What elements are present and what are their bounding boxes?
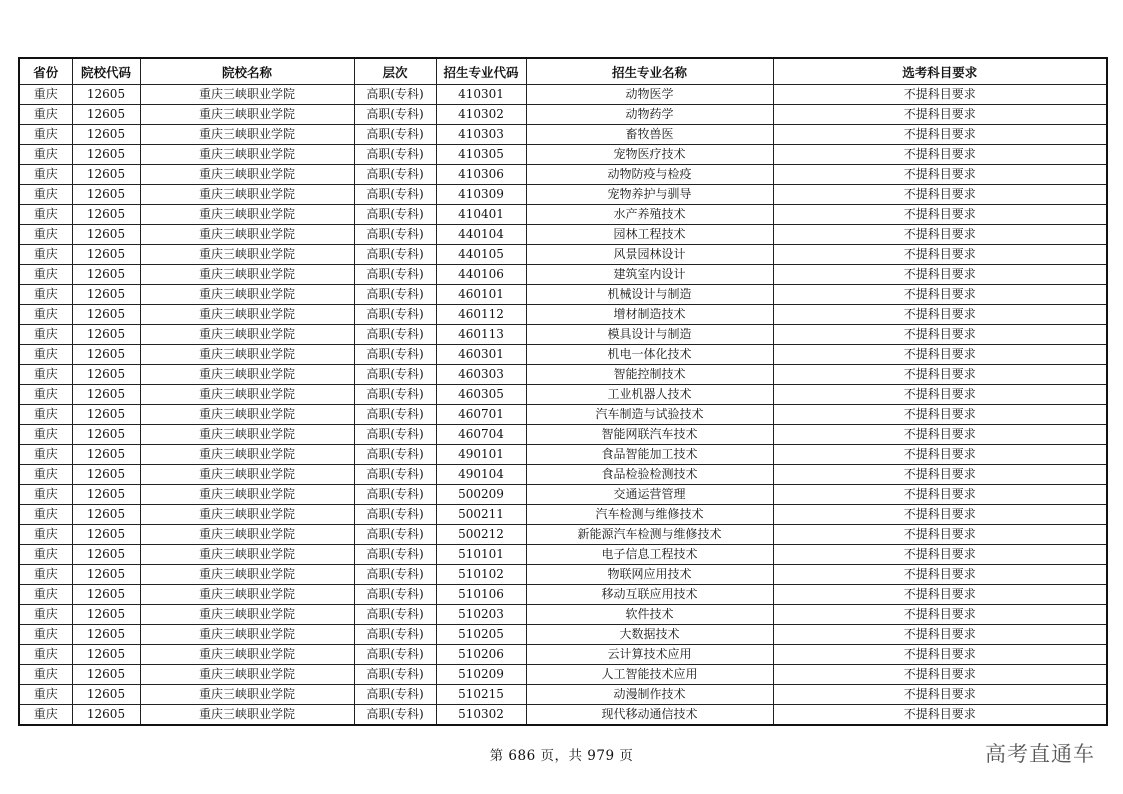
cell-subject-requirement: 不提科目要求 (773, 565, 1107, 585)
cell-school-code: 12605 (72, 285, 140, 305)
table-row (19, 345, 1107, 365)
cell-major-name: 汽车检测与维修技术 (526, 505, 773, 525)
cell-province: 重庆 (19, 185, 72, 205)
cell-level: 高职(专科) (354, 185, 436, 205)
cell-school-code: 12605 (72, 505, 140, 525)
cell-major-name: 智能网联汽车技术 (526, 425, 773, 445)
header-school-code: 院校代码 (72, 58, 140, 85)
cell-subject-requirement: 不提科目要求 (773, 665, 1107, 685)
cell-level: 高职(专科) (354, 505, 436, 525)
cell-subject-requirement: 不提科目要求 (773, 325, 1107, 345)
cell-school-name: 重庆三峡职业学院 (140, 425, 354, 445)
cell-level: 高职(专科) (354, 705, 436, 726)
cell-major-name: 机械设计与制造 (526, 285, 773, 305)
cell-level: 高职(专科) (354, 645, 436, 665)
admissions-table-container (18, 57, 1106, 726)
cell-school-code: 12605 (72, 445, 140, 465)
cell-subject-requirement: 不提科目要求 (773, 645, 1107, 665)
cell-province: 重庆 (19, 665, 72, 685)
cell-school-code: 12605 (72, 605, 140, 625)
cell-school-name: 重庆三峡职业学院 (140, 645, 354, 665)
cell-province: 重庆 (19, 205, 72, 225)
table-body (19, 85, 1107, 726)
cell-school-name: 重庆三峡职业学院 (140, 285, 354, 305)
cell-major-code: 500211 (436, 505, 526, 525)
cell-subject-requirement: 不提科目要求 (773, 365, 1107, 385)
cell-major-name: 食品检验检测技术 (526, 465, 773, 485)
cell-major-code: 460113 (436, 325, 526, 345)
cell-major-code: 410303 (436, 125, 526, 145)
cell-subject-requirement: 不提科目要求 (773, 405, 1107, 425)
cell-school-code: 12605 (72, 125, 140, 145)
cell-school-name: 重庆三峡职业学院 (140, 565, 354, 585)
cell-school-code: 12605 (72, 545, 140, 565)
cell-subject-requirement: 不提科目要求 (773, 345, 1107, 365)
cell-subject-requirement: 不提科目要求 (773, 265, 1107, 285)
cell-school-name: 重庆三峡职业学院 (140, 205, 354, 225)
cell-level: 高职(专科) (354, 465, 436, 485)
cell-subject-requirement: 不提科目要求 (773, 545, 1107, 565)
table-header (19, 58, 1107, 85)
cell-level: 高职(专科) (354, 265, 436, 285)
cell-major-code: 460305 (436, 385, 526, 405)
cell-school-code: 12605 (72, 525, 140, 545)
cell-major-code: 410301 (436, 85, 526, 105)
cell-major-code: 410401 (436, 205, 526, 225)
cell-major-code: 460301 (436, 345, 526, 365)
cell-level: 高职(专科) (354, 525, 436, 545)
cell-subject-requirement: 不提科目要求 (773, 445, 1107, 465)
cell-school-code: 12605 (72, 425, 140, 445)
cell-subject-requirement: 不提科目要求 (773, 525, 1107, 545)
cell-level: 高职(专科) (354, 165, 436, 185)
cell-major-code: 510203 (436, 605, 526, 625)
cell-level: 高职(专科) (354, 585, 436, 605)
cell-subject-requirement: 不提科目要求 (773, 465, 1107, 485)
header-row (19, 58, 1107, 85)
table-row (19, 245, 1107, 265)
cell-major-name: 风景园林设计 (526, 245, 773, 265)
cell-school-name: 重庆三峡职业学院 (140, 625, 354, 645)
cell-subject-requirement: 不提科目要求 (773, 585, 1107, 605)
cell-major-name: 现代移动通信技术 (526, 705, 773, 726)
cell-level: 高职(专科) (354, 625, 436, 645)
cell-province: 重庆 (19, 565, 72, 585)
table-row (19, 705, 1107, 726)
cell-province: 重庆 (19, 645, 72, 665)
cell-school-name: 重庆三峡职业学院 (140, 545, 354, 565)
cell-level: 高职(专科) (354, 85, 436, 105)
cell-school-name: 重庆三峡职业学院 (140, 465, 354, 485)
table-row (19, 605, 1107, 625)
table-row (19, 205, 1107, 225)
cell-school-name: 重庆三峡职业学院 (140, 605, 354, 625)
cell-subject-requirement: 不提科目要求 (773, 505, 1107, 525)
cell-school-code: 12605 (72, 165, 140, 185)
cell-level: 高职(专科) (354, 605, 436, 625)
cell-subject-requirement: 不提科目要求 (773, 485, 1107, 505)
cell-major-name: 云计算技术应用 (526, 645, 773, 665)
cell-province: 重庆 (19, 425, 72, 445)
cell-province: 重庆 (19, 545, 72, 565)
cell-school-name: 重庆三峡职业学院 (140, 705, 354, 726)
cell-school-code: 12605 (72, 265, 140, 285)
cell-major-name: 智能控制技术 (526, 365, 773, 385)
cell-major-name: 动物药学 (526, 105, 773, 125)
header-major-name: 招生专业名称 (526, 58, 773, 85)
cell-major-code: 510209 (436, 665, 526, 685)
cell-major-code: 440105 (436, 245, 526, 265)
cell-major-name: 软件技术 (526, 605, 773, 625)
cell-province: 重庆 (19, 625, 72, 645)
cell-school-code: 12605 (72, 365, 140, 385)
cell-school-code: 12605 (72, 325, 140, 345)
cell-school-name: 重庆三峡职业学院 (140, 665, 354, 685)
cell-level: 高职(专科) (354, 485, 436, 505)
table-row (19, 185, 1107, 205)
cell-province: 重庆 (19, 525, 72, 545)
table-row (19, 585, 1107, 605)
table-row (19, 525, 1107, 545)
cell-major-code: 500209 (436, 485, 526, 505)
cell-subject-requirement: 不提科目要求 (773, 305, 1107, 325)
cell-major-name: 人工智能技术应用 (526, 665, 773, 685)
cell-subject-requirement: 不提科目要求 (773, 385, 1107, 405)
cell-province: 重庆 (19, 445, 72, 465)
table-row (19, 485, 1107, 505)
cell-level: 高职(专科) (354, 125, 436, 145)
table-row (19, 425, 1107, 445)
cell-school-name: 重庆三峡职业学院 (140, 405, 354, 425)
cell-major-name: 大数据技术 (526, 625, 773, 645)
cell-major-name: 动物医学 (526, 85, 773, 105)
table-row (19, 545, 1107, 565)
cell-school-name: 重庆三峡职业学院 (140, 305, 354, 325)
cell-major-name: 动漫制作技术 (526, 685, 773, 705)
cell-major-code: 510102 (436, 565, 526, 585)
cell-subject-requirement: 不提科目要求 (773, 245, 1107, 265)
cell-province: 重庆 (19, 505, 72, 525)
cell-subject-requirement: 不提科目要求 (773, 425, 1107, 445)
cell-major-code: 410302 (436, 105, 526, 125)
cell-subject-requirement: 不提科目要求 (773, 145, 1107, 165)
cell-school-code: 12605 (72, 225, 140, 245)
cell-level: 高职(专科) (354, 105, 436, 125)
cell-major-name: 汽车制造与试验技术 (526, 405, 773, 425)
cell-major-name: 食品智能加工技术 (526, 445, 773, 465)
cell-school-name: 重庆三峡职业学院 (140, 345, 354, 365)
cell-province: 重庆 (19, 245, 72, 265)
cell-school-name: 重庆三峡职业学院 (140, 505, 354, 525)
cell-province: 重庆 (19, 465, 72, 485)
cell-level: 高职(专科) (354, 565, 436, 585)
cell-major-name: 畜牧兽医 (526, 125, 773, 145)
cell-level: 高职(专科) (354, 445, 436, 465)
page-number: 第 686 页，共 979 页 (489, 748, 634, 764)
table-row (19, 165, 1107, 185)
cell-province: 重庆 (19, 605, 72, 625)
cell-level: 高职(专科) (354, 225, 436, 245)
cell-school-code: 12605 (72, 85, 140, 105)
cell-level: 高职(专科) (354, 325, 436, 345)
cell-major-name: 新能源汽车检测与维修技术 (526, 525, 773, 545)
cell-school-code: 12605 (72, 105, 140, 125)
cell-subject-requirement: 不提科目要求 (773, 685, 1107, 705)
cell-province: 重庆 (19, 285, 72, 305)
cell-school-name: 重庆三峡职业学院 (140, 445, 354, 465)
cell-province: 重庆 (19, 85, 72, 105)
cell-major-code: 460303 (436, 365, 526, 385)
cell-major-name: 交通运营管理 (526, 485, 773, 505)
cell-major-code: 510205 (436, 625, 526, 645)
cell-school-code: 12605 (72, 465, 140, 485)
table-row (19, 365, 1107, 385)
cell-level: 高职(专科) (354, 365, 436, 385)
header-subject-requirement: 选考科目要求 (773, 58, 1107, 85)
table-row (19, 225, 1107, 245)
cell-level: 高职(专科) (354, 205, 436, 225)
admissions-table (18, 57, 1108, 726)
cell-school-code: 12605 (72, 145, 140, 165)
cell-school-name: 重庆三峡职业学院 (140, 485, 354, 505)
cell-school-code: 12605 (72, 625, 140, 645)
cell-level: 高职(专科) (354, 685, 436, 705)
table-row (19, 145, 1107, 165)
cell-province: 重庆 (19, 165, 72, 185)
cell-level: 高职(专科) (354, 245, 436, 265)
cell-school-name: 重庆三峡职业学院 (140, 225, 354, 245)
cell-subject-requirement: 不提科目要求 (773, 125, 1107, 145)
cell-subject-requirement: 不提科目要求 (773, 85, 1107, 105)
cell-level: 高职(专科) (354, 285, 436, 305)
cell-level: 高职(专科) (354, 665, 436, 685)
cell-major-name: 物联网应用技术 (526, 565, 773, 585)
table-row (19, 125, 1107, 145)
cell-province: 重庆 (19, 585, 72, 605)
cell-major-code: 490101 (436, 445, 526, 465)
cell-level: 高职(专科) (354, 145, 436, 165)
cell-subject-requirement: 不提科目要求 (773, 705, 1107, 726)
table-row (19, 445, 1107, 465)
cell-major-name: 动物防疫与检疫 (526, 165, 773, 185)
cell-school-code: 12605 (72, 205, 140, 225)
cell-major-code: 510215 (436, 685, 526, 705)
cell-school-name: 重庆三峡职业学院 (140, 125, 354, 145)
cell-province: 重庆 (19, 405, 72, 425)
cell-major-code: 460701 (436, 405, 526, 425)
cell-school-name: 重庆三峡职业学院 (140, 185, 354, 205)
cell-level: 高职(专科) (354, 345, 436, 365)
cell-school-code: 12605 (72, 585, 140, 605)
header-major-code: 招生专业代码 (436, 58, 526, 85)
cell-major-code: 440106 (436, 265, 526, 285)
cell-major-code: 460112 (436, 305, 526, 325)
cell-school-name: 重庆三峡职业学院 (140, 165, 354, 185)
cell-school-code: 12605 (72, 305, 140, 325)
table-row (19, 465, 1107, 485)
cell-school-code: 12605 (72, 185, 140, 205)
cell-province: 重庆 (19, 685, 72, 705)
cell-major-name: 园林工程技术 (526, 225, 773, 245)
cell-major-code: 510302 (436, 705, 526, 726)
cell-subject-requirement: 不提科目要求 (773, 225, 1107, 245)
cell-major-code: 510106 (436, 585, 526, 605)
cell-major-code: 460704 (436, 425, 526, 445)
cell-major-code: 510101 (436, 545, 526, 565)
cell-province: 重庆 (19, 345, 72, 365)
cell-province: 重庆 (19, 305, 72, 325)
cell-school-code: 12605 (72, 405, 140, 425)
cell-major-code: 410305 (436, 145, 526, 165)
table-row (19, 685, 1107, 705)
header-province: 省份 (19, 58, 72, 85)
table-row (19, 105, 1107, 125)
cell-major-code: 460101 (436, 285, 526, 305)
cell-major-name: 建筑室内设计 (526, 265, 773, 285)
cell-school-code: 12605 (72, 385, 140, 405)
cell-major-name: 电子信息工程技术 (526, 545, 773, 565)
header-level: 层次 (354, 58, 436, 85)
cell-school-name: 重庆三峡职业学院 (140, 585, 354, 605)
cell-subject-requirement: 不提科目要求 (773, 105, 1107, 125)
cell-school-name: 重庆三峡职业学院 (140, 245, 354, 265)
cell-subject-requirement: 不提科目要求 (773, 165, 1107, 185)
cell-major-name: 机电一体化技术 (526, 345, 773, 365)
cell-school-code: 12605 (72, 645, 140, 665)
cell-school-code: 12605 (72, 665, 140, 685)
cell-school-name: 重庆三峡职业学院 (140, 685, 354, 705)
table-row (19, 665, 1107, 685)
cell-province: 重庆 (19, 225, 72, 245)
cell-major-code: 440104 (436, 225, 526, 245)
table-row (19, 405, 1107, 425)
cell-subject-requirement: 不提科目要求 (773, 185, 1107, 205)
cell-major-code: 410309 (436, 185, 526, 205)
table-row (19, 325, 1107, 345)
cell-school-name: 重庆三峡职业学院 (140, 265, 354, 285)
cell-subject-requirement: 不提科目要求 (773, 285, 1107, 305)
cell-school-name: 重庆三峡职业学院 (140, 85, 354, 105)
cell-major-name: 模具设计与制造 (526, 325, 773, 345)
cell-major-code: 410306 (436, 165, 526, 185)
cell-major-name: 宠物医疗技术 (526, 145, 773, 165)
cell-major-name: 工业机器人技术 (526, 385, 773, 405)
header-school-name: 院校名称 (140, 58, 354, 85)
cell-province: 重庆 (19, 485, 72, 505)
table-row (19, 85, 1107, 105)
cell-school-name: 重庆三峡职业学院 (140, 365, 354, 385)
table-row (19, 505, 1107, 525)
watermark-logo-text: 高考直通车 (985, 742, 1095, 766)
cell-major-code: 510206 (436, 645, 526, 665)
cell-province: 重庆 (19, 705, 72, 726)
cell-school-code: 12605 (72, 245, 140, 265)
table-row (19, 265, 1107, 285)
cell-subject-requirement: 不提科目要求 (773, 205, 1107, 225)
cell-school-name: 重庆三峡职业学院 (140, 105, 354, 125)
table-row (19, 565, 1107, 585)
cell-major-name: 增材制造技术 (526, 305, 773, 325)
cell-subject-requirement: 不提科目要求 (773, 625, 1107, 645)
table-row (19, 305, 1107, 325)
table-row (19, 285, 1107, 305)
cell-school-name: 重庆三峡职业学院 (140, 385, 354, 405)
cell-province: 重庆 (19, 105, 72, 125)
cell-major-name: 移动互联应用技术 (526, 585, 773, 605)
cell-school-code: 12605 (72, 565, 140, 585)
cell-level: 高职(专科) (354, 305, 436, 325)
cell-major-name: 宠物养护与驯导 (526, 185, 773, 205)
cell-level: 高职(专科) (354, 405, 436, 425)
cell-level: 高职(专科) (354, 545, 436, 565)
cell-province: 重庆 (19, 325, 72, 345)
table-row (19, 385, 1107, 405)
cell-school-name: 重庆三峡职业学院 (140, 525, 354, 545)
cell-school-code: 12605 (72, 485, 140, 505)
cell-province: 重庆 (19, 125, 72, 145)
cell-school-code: 12605 (72, 705, 140, 726)
cell-school-name: 重庆三峡职业学院 (140, 325, 354, 345)
cell-school-code: 12605 (72, 345, 140, 365)
cell-level: 高职(专科) (354, 385, 436, 405)
cell-major-code: 490104 (436, 465, 526, 485)
cell-school-code: 12605 (72, 685, 140, 705)
cell-major-code: 500212 (436, 525, 526, 545)
cell-major-name: 水产养殖技术 (526, 205, 773, 225)
table-row (19, 625, 1107, 645)
cell-province: 重庆 (19, 385, 72, 405)
cell-province: 重庆 (19, 265, 72, 285)
cell-province: 重庆 (19, 145, 72, 165)
cell-school-name: 重庆三峡职业学院 (140, 145, 354, 165)
table-row (19, 645, 1107, 665)
cell-province: 重庆 (19, 365, 72, 385)
cell-level: 高职(专科) (354, 425, 436, 445)
cell-subject-requirement: 不提科目要求 (773, 605, 1107, 625)
